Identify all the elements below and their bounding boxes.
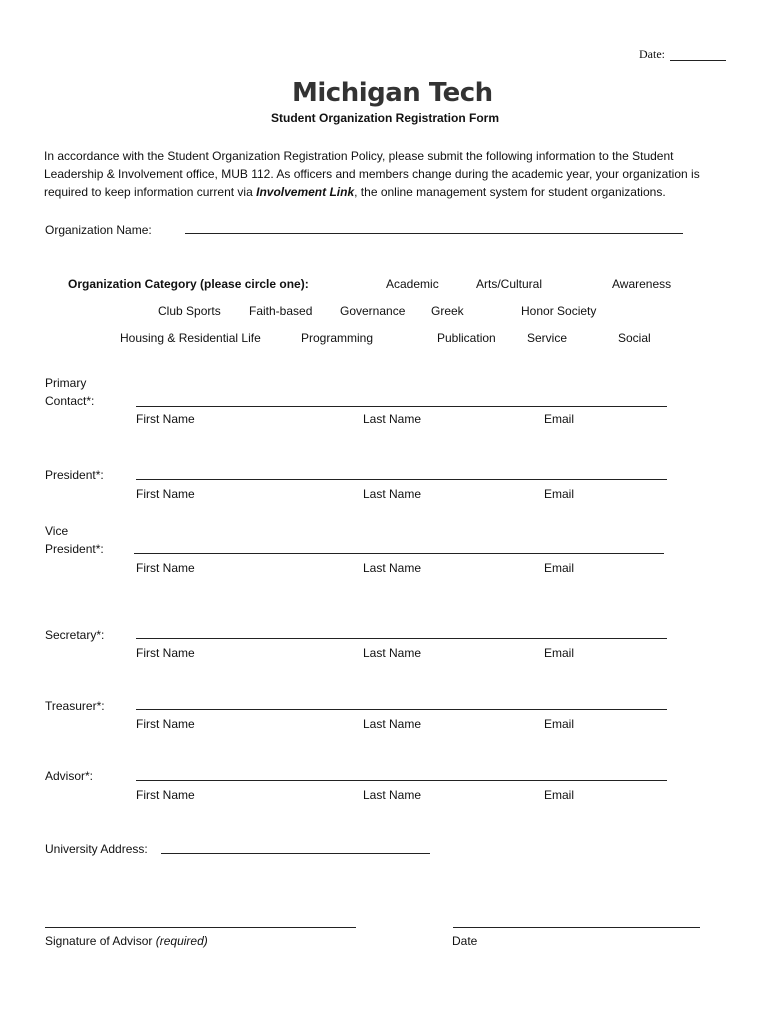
category-option-faith-based[interactable]: Faith-based bbox=[249, 304, 313, 318]
president-first-name-caption: First Name bbox=[136, 487, 195, 501]
treasurer-label: Treasurer*: bbox=[45, 699, 105, 713]
category-label: Organization Category (please circle one): bbox=[68, 277, 309, 291]
advisor-signature-label: Signature of Advisor bbox=[45, 934, 156, 948]
signature-date-line[interactable] bbox=[453, 927, 700, 928]
advisor-last-name-caption: Last Name bbox=[363, 788, 422, 802]
primary-contact-label-line1: Primary bbox=[45, 376, 87, 390]
intro-paragraph bbox=[44, 147, 734, 201]
category-option-service[interactable]: Service bbox=[527, 331, 568, 345]
organization-name-label: Organization Name: bbox=[45, 223, 152, 237]
category-option-housing[interactable]: Housing & Residential Life bbox=[120, 331, 261, 345]
date-field bbox=[639, 47, 665, 62]
vice-president-email-caption: Email bbox=[544, 561, 575, 575]
secretary-email-caption: Email bbox=[544, 646, 575, 660]
primary-contact-label bbox=[45, 374, 94, 410]
intro-text-part1: In accordance with the Student Organization Registration Policy, please submit the following information to the Student Leadership & Involvement office, MUB 112. As officers and members change during the academic year, your organization is required to keep information current via bbox=[44, 149, 700, 199]
category-option-programming[interactable]: Programming bbox=[301, 331, 374, 345]
vice-president-first-name-caption: First Name bbox=[136, 561, 195, 575]
category-option-governance[interactable]: Governance bbox=[340, 304, 406, 318]
vice-president-last-name-caption: Last Name bbox=[363, 561, 422, 575]
category-option-greek[interactable]: Greek bbox=[431, 304, 464, 318]
signature-date-label: Date bbox=[452, 934, 478, 948]
advisor-signature-required: (required) bbox=[155, 934, 208, 948]
vice-president-label bbox=[45, 522, 104, 558]
secretary-first-name-caption: First Name bbox=[136, 646, 195, 660]
vice-president-label-line1: Vice bbox=[45, 524, 69, 538]
primary-last-name-caption: Last Name bbox=[363, 412, 422, 426]
advisor-field[interactable] bbox=[136, 780, 667, 781]
treasurer-email-caption: Email bbox=[544, 717, 575, 731]
university-address-label: University Address: bbox=[45, 842, 148, 856]
involvement-link: Involvement Link bbox=[256, 185, 355, 199]
primary-contact-label-line2: Contact*: bbox=[45, 394, 95, 408]
category-option-social[interactable]: Social bbox=[618, 331, 651, 345]
primary-email-caption: Email bbox=[544, 412, 575, 426]
primary-contact-field[interactable] bbox=[136, 406, 667, 407]
secretary-field[interactable] bbox=[136, 638, 667, 639]
vice-president-field[interactable] bbox=[134, 553, 664, 554]
president-field[interactable] bbox=[136, 479, 667, 480]
treasurer-first-name-caption: First Name bbox=[136, 717, 195, 731]
intro-text-part2: , the online management system for student organizations. bbox=[354, 185, 666, 199]
president-last-name-caption: Last Name bbox=[363, 487, 422, 501]
advisor-signature-caption bbox=[45, 932, 208, 950]
advisor-first-name-caption: First Name bbox=[136, 788, 195, 802]
category-option-arts-cultural[interactable]: Arts/Cultural bbox=[476, 277, 543, 291]
category-option-awareness[interactable]: Awareness bbox=[612, 277, 672, 291]
president-email-caption: Email bbox=[544, 487, 575, 501]
university-address-field[interactable] bbox=[161, 853, 430, 854]
vice-president-label-line2: President*: bbox=[45, 542, 104, 556]
university-logo: Michigan Tech bbox=[292, 78, 493, 108]
treasurer-last-name-caption: Last Name bbox=[363, 717, 422, 731]
advisor-email-caption: Email bbox=[544, 788, 575, 802]
category-option-publication[interactable]: Publication bbox=[437, 331, 496, 345]
secretary-last-name-caption: Last Name bbox=[363, 646, 422, 660]
advisor-signature-line[interactable] bbox=[45, 927, 356, 928]
advisor-label: Advisor*: bbox=[45, 769, 94, 783]
president-label: President*: bbox=[45, 468, 104, 482]
category-option-honor-society[interactable]: Honor Society bbox=[521, 304, 597, 318]
secretary-label: Secretary*: bbox=[45, 628, 105, 642]
date-label: Date: bbox=[639, 47, 665, 61]
treasurer-field[interactable] bbox=[136, 709, 667, 710]
category-option-academic[interactable]: Academic bbox=[386, 277, 439, 291]
primary-first-name-caption: First Name bbox=[136, 412, 195, 426]
organization-name-field[interactable] bbox=[185, 233, 683, 234]
category-option-club-sports[interactable]: Club Sports bbox=[158, 304, 221, 318]
form-title: Student Organization Registration Form bbox=[271, 111, 500, 125]
date-line[interactable] bbox=[670, 60, 726, 61]
